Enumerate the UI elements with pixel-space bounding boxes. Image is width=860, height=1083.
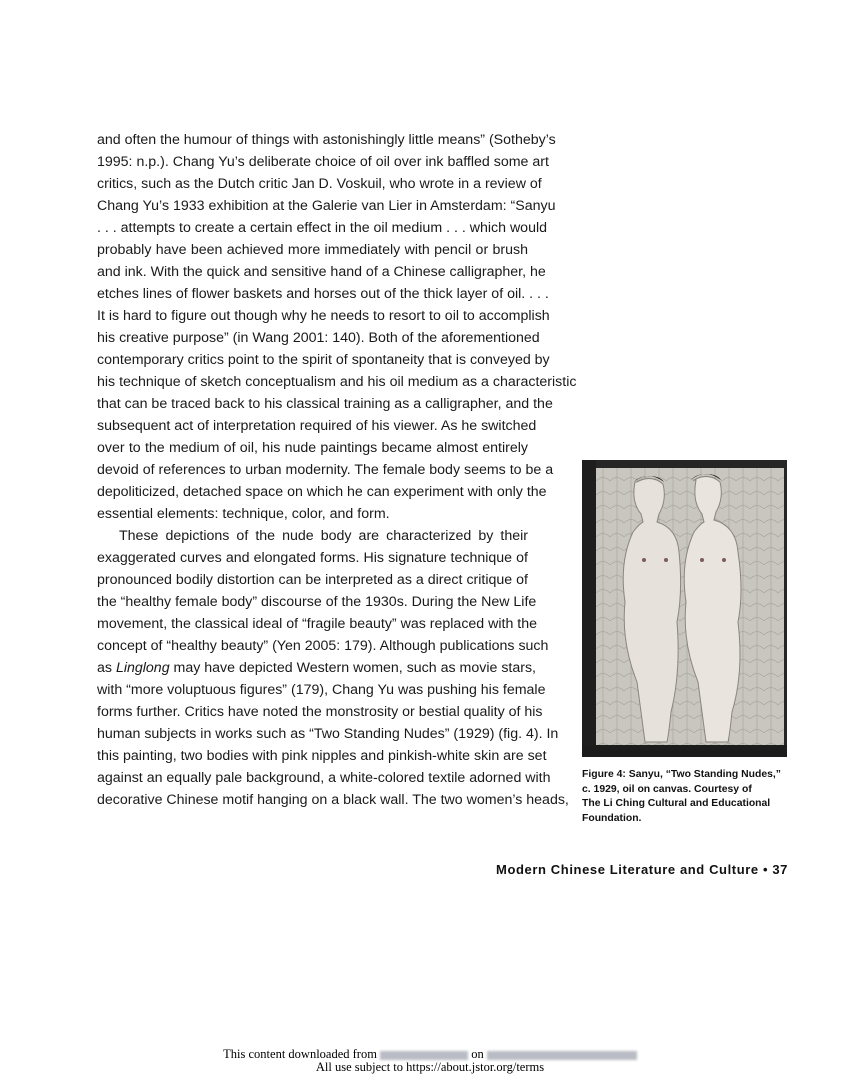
text-line: against an equally pale background, a white-colored textile adorned with <box>97 770 551 786</box>
download-on: on <box>471 1047 484 1061</box>
text-line: his creative purpose” (in Wang 2001: 140). Both of the aforementioned <box>97 330 540 346</box>
text-line: human subjects in works such as “Two Standing Nudes” (1929) (fig. 4). In <box>97 726 559 742</box>
text-line: and often the humour of things with astonishingly little means” (Sotheby’s <box>97 132 556 148</box>
text-line: etches lines of flower baskets and horses out of the thick layer of oil. . . . <box>97 286 549 302</box>
text-line: movement, the classical ideal of “fragile beauty” was replaced with the <box>97 616 538 632</box>
redacted-ip <box>380 1051 468 1060</box>
text-line: this painting, two bodies with pink nipples and pinkish-white skin are set <box>97 748 547 764</box>
caption-line: Foundation. <box>582 812 642 824</box>
redacted-timestamp <box>487 1051 637 1060</box>
text-segment: as <box>97 660 116 676</box>
text-line: and ink. With the quick and sensitive hand of a Chinese calligrapher, he <box>97 264 546 280</box>
text-line <box>97 657 537 679</box>
text-line: his technique of sketch conceptualism and his oil medium as a characteristic <box>97 374 577 390</box>
text-line: that can be traced back to his classical training as a calligrapher, and the <box>97 396 553 412</box>
text-line: probably have been achieved more immediately with pencil or brush <box>97 242 528 258</box>
text-line: with “more voluptuous figures” (179), Chang Yu was pushing his female <box>97 682 546 698</box>
caption-line: The Li Ching Cultural and Educational <box>582 798 771 809</box>
text-line: subsequent act of interpretation required of his viewer. As he switched <box>97 418 537 434</box>
text-line: critics, such as the Dutch critic Jan D. Voskuil, who wrote in a review of <box>97 176 542 192</box>
text-line: contemporary critics point to the spirit of spontaneity that is conveyed by <box>97 352 550 368</box>
caption-line: Figure 4: Sanyu, “Two Standing Nudes,” <box>582 769 781 780</box>
running-footer-page-number: Modern Chinese Literature and Culture • 37 <box>496 862 788 877</box>
text-line: 1995: n.p.). Chang Yu’s deliberate choice of oil over ink baffled some art <box>97 154 549 170</box>
text-line: . . . attempts to create a certain effect in the oil medium . . . which would <box>97 220 548 236</box>
text-line: Chang Yu’s 1933 exhibition at the Galerie van Lier in Amsterdam: “Sanyu <box>97 198 556 214</box>
text-line: the “healthy female body” discourse of the 1930s. During the New Life <box>97 594 537 610</box>
figure-painting-two-standing-nudes <box>582 460 787 757</box>
figure-caption <box>582 768 802 826</box>
text-line: concept of “healthy beauty” (Yen 2005: 179). Although publications such <box>97 638 549 654</box>
text-line: devoid of references to urban modernity. The female body seems to be a <box>97 462 554 478</box>
download-prefix: This content downloaded from <box>223 1047 377 1061</box>
text-line: over to the medium of oil, his nude paintings became almost entirely <box>97 440 528 456</box>
jstor-download-notice <box>0 1048 860 1074</box>
text-segment: may have depicted Western women, such as movie stars, <box>169 660 537 676</box>
caption-line: c. 1929, oil on canvas. Courtesy of <box>582 783 752 795</box>
painting-image <box>582 460 787 757</box>
text-line: pronounced bodily distortion can be interpreted as a direct critique of <box>97 572 528 588</box>
text-line: exaggerated curves and elongated forms. His signature technique of <box>97 550 528 566</box>
text-line: It is hard to figure out though why he needs to resort to oil to accomplish <box>97 308 550 324</box>
text-line: depoliticized, detached space on which he can experiment with only the <box>97 484 547 500</box>
terms-link[interactable]: All use subject to https://about.jstor.org/terms <box>315 1060 545 1074</box>
text-line: These depictions of the nude body are characterized by their <box>119 528 528 544</box>
text-line: decorative Chinese motif hanging on a black wall. The two women’s heads, <box>97 792 569 808</box>
italic-title: Linglong <box>115 660 170 676</box>
text-line: essential elements: technique, color, and form. <box>97 506 390 522</box>
body-text <box>97 129 577 811</box>
text-line: forms further. Critics have noted the monstrosity or bestial quality of his <box>97 704 543 720</box>
